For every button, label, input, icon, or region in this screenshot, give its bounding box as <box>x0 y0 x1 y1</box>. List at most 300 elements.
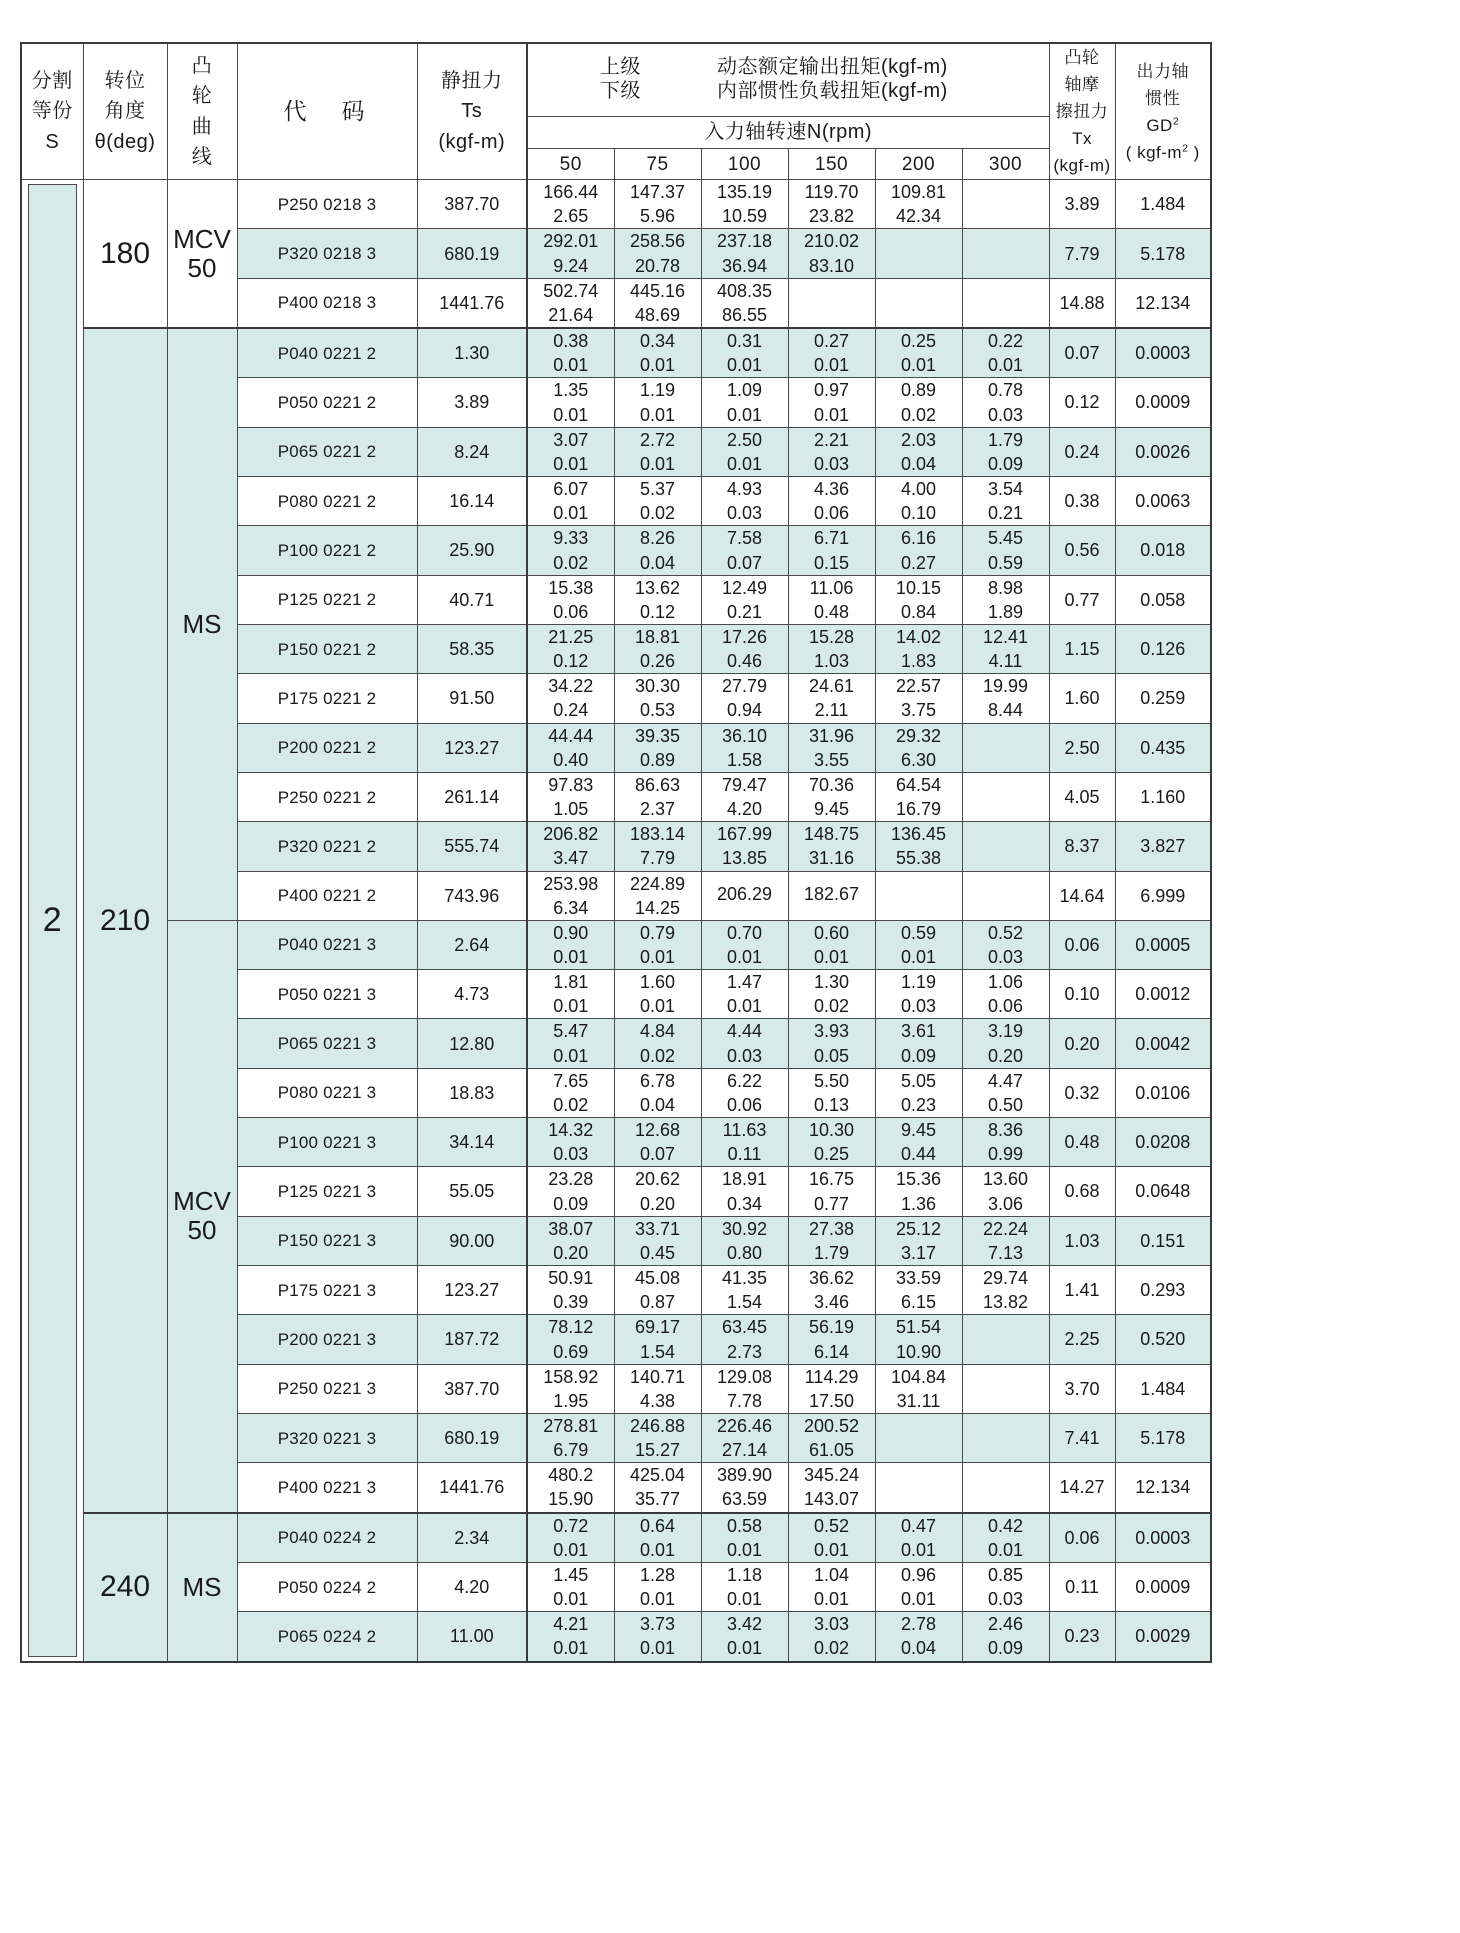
header-upper-lower-grade <box>528 56 713 103</box>
static-torque-cell: 387.70 <box>417 1364 527 1413</box>
dynamic-rated-output-torque-value: 1.09 <box>726 380 763 401</box>
product-code-cell: P125 0221 2 <box>237 575 417 624</box>
torque-pair-cell <box>875 723 962 772</box>
static-torque-cell: 11.00 <box>417 1612 527 1662</box>
internal-inertia-load-torque-value: 14.25 <box>634 897 681 918</box>
internal-inertia-load-torque-value: 1.79 <box>813 1242 850 1263</box>
internal-inertia-load-torque-value: 0.01 <box>987 1539 1024 1560</box>
torque-pair-cell <box>701 674 788 723</box>
static-torque-cell: 2.64 <box>417 920 527 969</box>
internal-inertia-load-torque-value: 0.80 <box>726 1242 763 1263</box>
static-torque-cell: 90.00 <box>417 1216 527 1265</box>
torque-pair-cell <box>527 229 614 278</box>
torque-pair-cell <box>875 1266 962 1315</box>
static-torque-cell: 40.71 <box>417 575 527 624</box>
index-angle-cell: 240 <box>83 1513 167 1662</box>
output-shaft-inertia-cell: 0.151 <box>1115 1216 1211 1265</box>
dynamic-rated-output-torque-value: 0.79 <box>639 922 676 943</box>
dynamic-rated-output-torque-value: 13.60 <box>982 1169 1029 1190</box>
dynamic-rated-output-torque-value: 6.07 <box>553 479 589 500</box>
internal-inertia-load-torque-value: 2.11 <box>814 700 849 721</box>
torque-pair-cell <box>962 624 1049 673</box>
internal-inertia-load-torque-value: 6.30 <box>900 749 937 770</box>
torque-pair-cell <box>788 1118 875 1167</box>
header-tx-line-2: 轴摩 <box>1064 75 1100 95</box>
internal-inertia-load-torque-value <box>963 303 1049 307</box>
dynamic-rated-output-torque-value: 3.54 <box>987 479 1024 500</box>
torque-pair-cell <box>527 1266 614 1315</box>
product-code-cell: P400 0218 3 <box>237 278 417 328</box>
dynamic-rated-output-torque-value: 22.57 <box>895 676 942 697</box>
header-cam-curve-line-1: 凸 <box>191 54 213 77</box>
internal-inertia-load-torque-value: 0.04 <box>639 1094 676 1115</box>
dynamic-rated-output-torque-value: 15.36 <box>895 1169 942 1190</box>
torque-pair-cell <box>875 822 962 871</box>
internal-inertia-load-torque-value: 4.20 <box>726 799 763 820</box>
internal-inertia-load-torque-value: 6.79 <box>553 1440 589 1461</box>
torque-pair-cell <box>875 378 962 427</box>
output-shaft-inertia-cell: 0.058 <box>1115 575 1211 624</box>
dynamic-rated-output-torque-value: 17.26 <box>721 626 768 647</box>
cam-shaft-friction-torque-cell: 7.79 <box>1049 229 1115 278</box>
output-shaft-inertia-cell: 0.0009 <box>1115 1562 1211 1611</box>
dynamic-rated-output-torque-value: 345.24 <box>803 1465 860 1486</box>
internal-inertia-load-torque-value: 0.01 <box>639 355 676 376</box>
torque-pair-cell <box>701 1612 788 1662</box>
header-division-s <box>21 43 83 180</box>
dynamic-rated-output-torque-value: 0.72 <box>553 1515 589 1536</box>
cam-shaft-friction-torque-cell: 0.56 <box>1049 526 1115 575</box>
dynamic-rated-output-torque-value: 445.16 <box>629 280 686 301</box>
dynamic-rated-output-torque-value: 5.37 <box>639 479 676 500</box>
torque-pair-cell <box>875 1413 962 1462</box>
output-shaft-inertia-cell: 0.018 <box>1115 526 1211 575</box>
torque-pair-cell <box>614 674 701 723</box>
torque-pair-cell <box>614 920 701 969</box>
cam-shaft-friction-torque-cell: 2.50 <box>1049 723 1115 772</box>
header-tx-line-4: Tx <box>1072 129 1092 149</box>
torque-pair-cell <box>614 1019 701 1068</box>
dynamic-rated-output-torque-value: 15.28 <box>808 626 855 647</box>
dynamic-rated-output-torque-value: 4.00 <box>900 479 937 500</box>
dynamic-rated-output-torque-value: 8.98 <box>987 577 1024 598</box>
internal-inertia-load-torque-value: 0.01 <box>639 1589 676 1610</box>
torque-pair-cell <box>788 278 875 328</box>
torque-pair-cell <box>701 772 788 821</box>
dynamic-rated-output-torque-value: 4.47 <box>987 1070 1024 1091</box>
torque-pair-cell <box>527 427 614 476</box>
torque-pair-cell <box>527 624 614 673</box>
dynamic-rated-output-torque-value: 0.22 <box>987 331 1024 352</box>
dynamic-rated-output-torque-value: 45.08 <box>634 1268 681 1289</box>
torque-pair-cell <box>875 1315 962 1364</box>
output-shaft-inertia-cell: 0.126 <box>1115 624 1211 673</box>
internal-inertia-load-torque-value: 0.11 <box>727 1144 762 1165</box>
dynamic-rated-output-torque-value: 12.68 <box>634 1120 681 1141</box>
internal-inertia-load-torque-value: 83.10 <box>808 255 855 276</box>
output-shaft-inertia-cell: 0.435 <box>1115 723 1211 772</box>
product-code-cell: P080 0221 2 <box>237 477 417 526</box>
header-tx-line-3: 擦扭力 <box>1055 102 1109 122</box>
torque-pair-cell <box>962 278 1049 328</box>
internal-inertia-load-torque-value <box>876 254 962 258</box>
dynamic-rated-output-torque-value: 0.58 <box>726 1515 763 1536</box>
header-division-s-line-1: 分割 <box>31 69 73 92</box>
dynamic-rated-output-torque-value: 129.08 <box>716 1366 773 1387</box>
internal-inertia-load-torque-value: 0.25 <box>813 1144 850 1165</box>
dynamic-rated-output-torque-value: 480.2 <box>548 1465 594 1486</box>
cam-shaft-friction-torque-cell: 4.05 <box>1049 772 1115 821</box>
torque-pair-cell <box>875 1216 962 1265</box>
cam-curve-line: MS <box>182 1571 222 1602</box>
internal-inertia-load-torque-value: 31.16 <box>808 848 855 869</box>
dynamic-rated-output-torque-value: 18.91 <box>721 1169 768 1190</box>
internal-inertia-load-torque-value: 0.01 <box>900 355 937 376</box>
internal-inertia-load-torque-value <box>876 1487 962 1491</box>
cam-curve-cell <box>167 180 237 328</box>
internal-inertia-load-torque-value: 0.04 <box>900 1638 937 1659</box>
product-code-cell: P400 0221 3 <box>237 1463 417 1513</box>
torque-pair-cell <box>527 477 614 526</box>
internal-inertia-load-torque-value: 0.46 <box>726 651 763 672</box>
internal-inertia-load-torque-value: 0.01 <box>639 1539 676 1560</box>
internal-inertia-load-torque-value: 0.59 <box>987 552 1024 573</box>
torque-pair-cell <box>962 1315 1049 1364</box>
internal-inertia-load-torque-value: 0.03 <box>987 1589 1024 1610</box>
internal-inertia-load-torque-value: 7.79 <box>639 848 676 869</box>
internal-inertia-load-torque-value: 10.90 <box>895 1341 942 1362</box>
internal-inertia-load-torque-value: 0.01 <box>553 996 589 1017</box>
output-shaft-inertia-cell: 0.0063 <box>1115 477 1211 526</box>
internal-inertia-load-torque-value: 0.01 <box>553 1045 589 1066</box>
cam-shaft-friction-torque-cell: 1.41 <box>1049 1266 1115 1315</box>
internal-inertia-load-torque-value <box>702 906 788 910</box>
cam-shaft-friction-torque-cell: 0.11 <box>1049 1562 1115 1611</box>
torque-pair-cell <box>701 1413 788 1462</box>
internal-inertia-load-torque-value: 0.12 <box>553 651 589 672</box>
torque-pair-cell <box>788 920 875 969</box>
dynamic-rated-output-torque-value: 44.44 <box>548 725 594 746</box>
dynamic-rated-output-torque-value: 258.56 <box>629 231 686 252</box>
internal-inertia-load-torque-value: 0.06 <box>553 601 589 622</box>
product-code-cell: P250 0221 2 <box>237 772 417 821</box>
torque-pair-cell <box>788 1019 875 1068</box>
torque-pair-cell <box>614 1562 701 1611</box>
torque-pair-cell <box>701 328 788 378</box>
internal-inertia-load-torque-value: 0.04 <box>639 552 676 573</box>
cam-curve-line: MCV <box>173 1186 231 1217</box>
torque-pair-cell <box>614 1364 701 1413</box>
static-torque-cell: 2.34 <box>417 1513 527 1563</box>
torque-pair-cell <box>788 871 875 920</box>
dynamic-rated-output-torque-value: 3.61 <box>900 1021 937 1042</box>
static-torque-cell: 743.96 <box>417 871 527 920</box>
internal-inertia-load-torque-value: 0.12 <box>639 601 676 622</box>
torque-pair-cell <box>875 526 962 575</box>
header-gd-unit <box>1116 139 1211 166</box>
dynamic-rated-output-torque-value: 9.33 <box>553 528 589 549</box>
dynamic-rated-output-torque-value: 86.63 <box>634 774 681 795</box>
header-gd-symbol <box>1116 112 1211 139</box>
torque-pair-cell <box>527 772 614 821</box>
dynamic-rated-output-torque-value: 206.29 <box>716 883 773 904</box>
internal-inertia-load-torque-value: 0.10 <box>900 503 937 524</box>
torque-pair-cell <box>788 180 875 229</box>
torque-pair-cell <box>788 526 875 575</box>
internal-inertia-load-torque-value: 0.01 <box>813 404 850 425</box>
torque-pair-cell <box>788 674 875 723</box>
cam-shaft-friction-torque-cell: 0.38 <box>1049 477 1115 526</box>
dynamic-rated-output-torque-value: 22.24 <box>982 1218 1029 1239</box>
internal-inertia-load-torque-value: 0.01 <box>553 947 589 967</box>
torque-pair-cell <box>527 822 614 871</box>
division-s-value: 2 <box>28 184 77 1656</box>
header-rpm-300: 300 <box>962 149 1049 180</box>
torque-pair-cell <box>788 1266 875 1315</box>
dynamic-rated-output-torque-value: 27.38 <box>808 1218 855 1239</box>
torque-pair-cell <box>701 1216 788 1265</box>
internal-inertia-load-torque-value: 48.69 <box>634 304 681 325</box>
internal-inertia-load-torque-value: 6.15 <box>900 1292 937 1313</box>
output-shaft-inertia-cell: 12.134 <box>1115 1463 1211 1513</box>
product-code-cell: P150 0221 2 <box>237 624 417 673</box>
dynamic-rated-output-torque-value: 31.96 <box>808 725 855 746</box>
internal-inertia-load-torque-value: 0.06 <box>726 1094 763 1115</box>
internal-inertia-load-torque-value: 0.05 <box>813 1045 850 1066</box>
dynamic-rated-output-torque-value: 253.98 <box>543 873 599 894</box>
static-torque-cell: 1.30 <box>417 328 527 378</box>
header-gd-line-1: 出力轴 <box>1136 61 1190 81</box>
dynamic-rated-output-torque-value: 425.04 <box>629 1465 686 1486</box>
product-code-cell: P080 0221 3 <box>237 1068 417 1117</box>
dynamic-rated-output-torque-value: 23.28 <box>548 1169 594 1190</box>
internal-inertia-load-torque-value: 3.06 <box>987 1193 1024 1214</box>
dynamic-rated-output-torque-value: 25.12 <box>895 1218 942 1239</box>
dynamic-rated-output-torque-value: 18.81 <box>634 626 681 647</box>
product-code-cell: P040 0221 3 <box>237 920 417 969</box>
dynamic-rated-output-torque-value: 210.02 <box>803 231 860 252</box>
dynamic-rated-output-torque-value: 0.89 <box>900 380 937 401</box>
division-s-cell <box>21 180 83 1662</box>
cam-shaft-friction-torque-cell: 0.07 <box>1049 328 1115 378</box>
dynamic-rated-output-torque-value: 79.47 <box>721 774 768 795</box>
static-torque-cell: 25.90 <box>417 526 527 575</box>
torque-pair-cell <box>701 822 788 871</box>
internal-inertia-load-torque-value: 0.45 <box>639 1242 676 1263</box>
internal-inertia-load-torque-value: 0.39 <box>553 1292 589 1313</box>
cam-shaft-friction-torque-cell: 8.37 <box>1049 822 1115 871</box>
header-cam-curve <box>167 43 237 180</box>
internal-inertia-load-torque-value <box>963 846 1049 850</box>
header-gd-unit-exponent: 2 <box>1182 141 1189 154</box>
torque-pair-cell <box>962 1612 1049 1662</box>
dynamic-rated-output-torque-value: 1.35 <box>553 380 589 401</box>
header-torque-definitions <box>713 56 1049 103</box>
torque-pair-cell <box>875 180 962 229</box>
cam-shaft-friction-torque-cell: 0.32 <box>1049 1068 1115 1117</box>
header-index-angle <box>83 43 167 180</box>
dynamic-rated-output-torque-value: 3.73 <box>639 1614 676 1635</box>
dynamic-rated-output-torque-value: 0.52 <box>813 1515 850 1536</box>
dynamic-rated-output-torque-value: 13.62 <box>634 577 681 598</box>
dynamic-rated-output-torque-value: 206.82 <box>543 824 599 845</box>
torque-pair-cell <box>788 822 875 871</box>
internal-inertia-load-torque-value: 0.01 <box>553 1539 589 1560</box>
torque-pair-cell <box>962 180 1049 229</box>
internal-inertia-load-torque-value: 0.01 <box>553 453 589 474</box>
static-torque-cell: 680.19 <box>417 1413 527 1462</box>
torque-pair-cell <box>701 723 788 772</box>
torque-pair-cell <box>962 1068 1049 1117</box>
cam-shaft-friction-torque-cell: 1.60 <box>1049 674 1115 723</box>
torque-pair-cell <box>875 920 962 969</box>
cam-shaft-friction-torque-cell: 1.03 <box>1049 1216 1115 1265</box>
internal-inertia-load-torque-value: 0.69 <box>553 1341 589 1362</box>
torque-pair-cell <box>527 674 614 723</box>
dynamic-rated-output-torque-value: 408.35 <box>716 280 773 301</box>
internal-inertia-load-torque-value <box>876 896 962 900</box>
header-rpm-50: 50 <box>527 149 614 180</box>
dynamic-rated-output-torque-value: 104.84 <box>890 1366 947 1387</box>
dynamic-rated-output-torque-value: 2.03 <box>900 429 937 450</box>
dynamic-rated-output-torque-value: 69.17 <box>634 1317 681 1338</box>
internal-inertia-load-torque-value: 55.38 <box>895 848 942 869</box>
torque-pair-cell <box>614 1167 701 1216</box>
torque-pair-cell <box>614 180 701 229</box>
torque-pair-cell <box>527 328 614 378</box>
internal-inertia-load-torque-value <box>876 1438 962 1442</box>
torque-pair-cell <box>875 1167 962 1216</box>
torque-pair-cell <box>701 970 788 1019</box>
torque-pair-cell <box>527 1612 614 1662</box>
internal-inertia-load-torque-value: 0.89 <box>639 749 676 770</box>
dynamic-rated-output-torque-value: 2.50 <box>726 429 763 450</box>
dynamic-rated-output-torque-value: 14.02 <box>895 626 942 647</box>
product-code-cell: P175 0221 2 <box>237 674 417 723</box>
dynamic-rated-output-torque-value: 0.25 <box>900 331 937 352</box>
dynamic-rated-output-torque-value: 0.85 <box>987 1564 1024 1585</box>
internal-inertia-load-torque-value: 0.40 <box>553 749 589 770</box>
dynamic-rated-output-torque-value: 389.90 <box>716 1465 773 1486</box>
torque-pair-cell <box>614 1513 701 1563</box>
product-code-cell: P050 0224 2 <box>237 1562 417 1611</box>
torque-pair-cell <box>788 772 875 821</box>
dynamic-rated-output-torque-value: 1.19 <box>900 972 937 993</box>
internal-inertia-load-torque-value: 1.36 <box>900 1193 937 1214</box>
torque-pair-cell <box>614 427 701 476</box>
internal-inertia-load-torque-value: 2.65 <box>553 206 589 227</box>
internal-inertia-load-torque-value: 1.89 <box>987 601 1024 622</box>
dynamic-rated-output-torque-value: 140.71 <box>629 1366 686 1387</box>
internal-inertia-load-torque-value: 0.02 <box>813 996 850 1017</box>
output-shaft-inertia-cell: 0.293 <box>1115 1266 1211 1315</box>
internal-inertia-load-torque-value: 0.01 <box>553 1589 589 1610</box>
internal-inertia-load-torque-value: 4.38 <box>639 1390 676 1411</box>
header-tx-line-1: 凸轮 <box>1064 48 1100 67</box>
cam-shaft-friction-torque-cell: 14.27 <box>1049 1463 1115 1513</box>
dynamic-rated-output-torque-value: 0.27 <box>813 331 850 352</box>
static-torque-cell: 8.24 <box>417 427 527 476</box>
dynamic-rated-output-torque-value: 167.99 <box>716 824 773 845</box>
dynamic-rated-output-torque-value: 39.35 <box>634 725 681 746</box>
output-shaft-inertia-cell: 0.0208 <box>1115 1118 1211 1167</box>
output-shaft-inertia-cell: 0.0648 <box>1115 1167 1211 1216</box>
dynamic-rated-output-torque-value: 246.88 <box>629 1415 686 1436</box>
static-torque-cell: 3.89 <box>417 378 527 427</box>
torque-pair-cell <box>962 575 1049 624</box>
internal-inertia-load-torque-value: 0.03 <box>813 453 850 474</box>
header-rpm-150: 150 <box>788 149 875 180</box>
dynamic-rated-output-torque-value: 0.78 <box>987 380 1024 401</box>
torque-pair-cell <box>614 624 701 673</box>
internal-inertia-load-torque-value: 0.02 <box>553 552 589 573</box>
internal-inertia-load-torque-value: 0.34 <box>726 1193 763 1214</box>
torque-pair-cell <box>614 477 701 526</box>
torque-pair-cell <box>614 1266 701 1315</box>
dynamic-rated-output-torque-value: 6.78 <box>639 1070 676 1091</box>
product-code-cell: P125 0221 3 <box>237 1167 417 1216</box>
torque-pair-cell <box>875 1118 962 1167</box>
torque-pair-cell <box>614 1612 701 1662</box>
internal-inertia-load-torque-value <box>963 1438 1049 1442</box>
torque-pair-cell <box>527 920 614 969</box>
cam-shaft-friction-torque-cell: 1.15 <box>1049 624 1115 673</box>
internal-inertia-load-torque-value: 0.20 <box>553 1242 589 1263</box>
internal-inertia-load-torque-value: 3.46 <box>813 1292 850 1313</box>
torque-pair-cell <box>875 1562 962 1611</box>
cam-shaft-friction-torque-cell: 0.20 <box>1049 1019 1115 1068</box>
torque-pair-cell <box>701 871 788 920</box>
torque-pair-cell <box>527 180 614 229</box>
internal-inertia-load-torque-value: 31.11 <box>896 1390 941 1411</box>
output-shaft-inertia-cell: 0.0029 <box>1115 1612 1211 1662</box>
torque-pair-cell <box>962 822 1049 871</box>
torque-pair-cell <box>788 1216 875 1265</box>
torque-pair-cell <box>614 575 701 624</box>
internal-inertia-load-torque-value: 0.06 <box>813 503 850 524</box>
torque-pair-cell <box>875 278 962 328</box>
header-cam-curve-line-4: 线 <box>191 145 213 168</box>
internal-inertia-load-torque-value: 0.07 <box>639 1144 676 1165</box>
internal-inertia-load-torque-value: 7.13 <box>987 1242 1024 1263</box>
internal-inertia-load-torque-value <box>876 303 962 307</box>
internal-inertia-load-torque-value: 15.27 <box>634 1440 681 1461</box>
output-shaft-inertia-cell: 0.0042 <box>1115 1019 1211 1068</box>
torque-pair-cell <box>527 526 614 575</box>
torque-pair-cell <box>527 1068 614 1117</box>
internal-inertia-load-torque-value: 0.27 <box>900 552 937 573</box>
torque-pair-cell <box>962 970 1049 1019</box>
dynamic-rated-output-torque-value: 19.99 <box>982 676 1029 697</box>
internal-inertia-load-torque-value: 0.02 <box>639 1045 676 1066</box>
product-code-cell: P250 0221 3 <box>237 1364 417 1413</box>
torque-pair-cell <box>962 427 1049 476</box>
internal-inertia-load-torque-value: 0.01 <box>900 947 937 967</box>
cam-shaft-friction-torque-cell: 14.88 <box>1049 278 1115 328</box>
torque-pair-cell <box>614 970 701 1019</box>
static-torque-cell: 55.05 <box>417 1167 527 1216</box>
dynamic-rated-output-torque-value: 29.32 <box>895 725 942 746</box>
dynamic-rated-output-torque-value: 8.26 <box>639 528 676 549</box>
internal-inertia-load-torque-value: 1.03 <box>813 651 850 672</box>
dynamic-rated-output-torque-value: 1.06 <box>987 972 1024 993</box>
dynamic-rated-output-torque-value: 1.60 <box>639 972 676 993</box>
internal-inertia-load-torque-value: 0.50 <box>987 1094 1024 1115</box>
internal-inertia-load-torque-value: 0.01 <box>639 453 676 474</box>
torque-pair-cell <box>527 1216 614 1265</box>
static-torque-cell: 123.27 <box>417 723 527 772</box>
internal-inertia-load-torque-value <box>963 896 1049 900</box>
